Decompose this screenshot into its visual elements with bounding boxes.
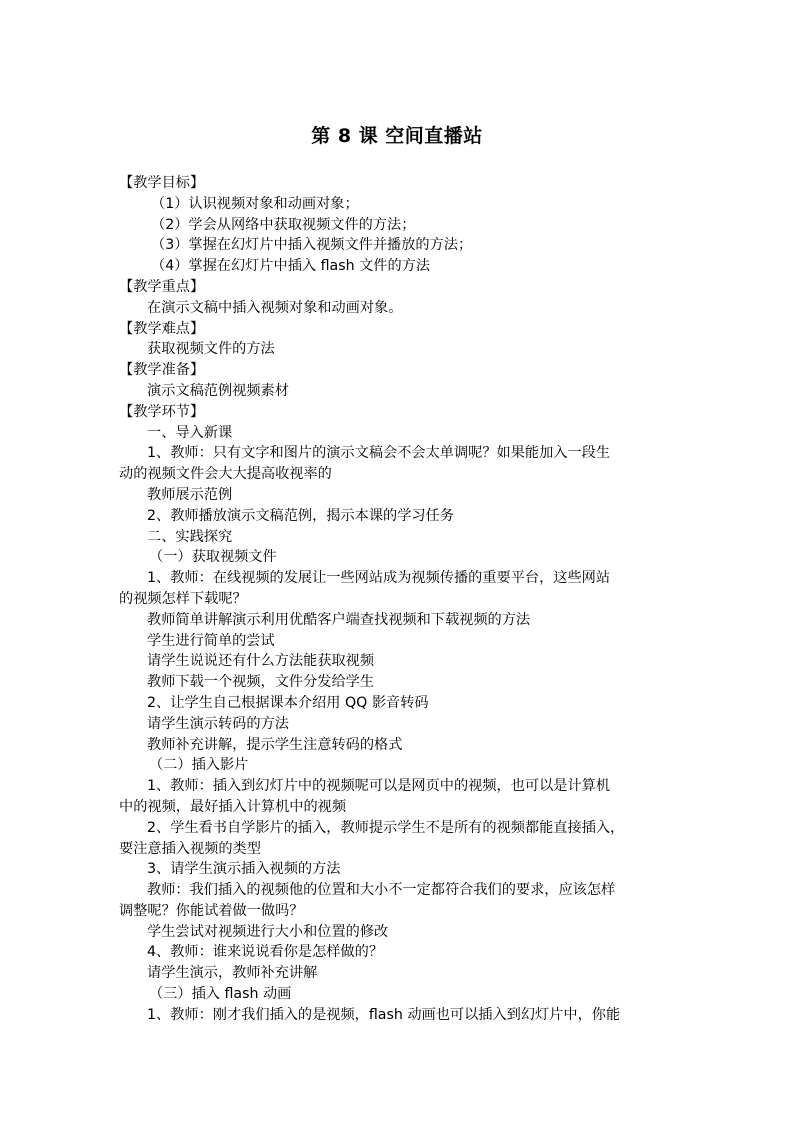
paragraph-line: 教师下载一个视频，文件分发给学生 xyxy=(147,674,375,691)
objective-item: （2）学会从网络中获取视频文件的方法； xyxy=(151,216,416,233)
paragraph-line: 教师：我们插入的视频他的位置和大小不一定都符合我们的要求，应该怎样 xyxy=(147,882,616,899)
paragraph-line: 教师补充讲解，提示学生注意转码的格式 xyxy=(147,736,403,753)
subsection-heading: 二、实践探究 xyxy=(147,528,233,545)
paragraph-line: 请学生演示转码的方法 xyxy=(147,715,289,732)
paragraph-line: 演示文稿范例视频素材 xyxy=(147,382,289,399)
paragraph-line: 1、教师：插入到幻灯片中的视频呢可以是网页中的视频，也可以是计算机 xyxy=(147,778,611,795)
subsection-heading: （三）插入 flash 动画 xyxy=(149,986,292,1003)
paragraph-line: 要注意插入视频的类型 xyxy=(119,840,261,857)
paragraph-line: 3、请学生演示插入视频的方法 xyxy=(147,861,341,878)
paragraph-line: 2、让学生自己根据课本介绍用 QQ 影音转码 xyxy=(147,694,429,711)
paragraph-line: 学生进行简单的尝试 xyxy=(147,632,275,649)
section-heading-preparation: 【教学准备】 xyxy=(119,362,205,379)
paragraph-line: 1、教师：在线视频的发展让一些网站成为视频传播的重要平台，这些网站 xyxy=(147,570,611,587)
paragraph-line: 获取视频文件的方法 xyxy=(147,341,275,358)
paragraph-line: 2、学生看书自学影片的插入，教师提示学生不是所有的视频都能直接插入， xyxy=(147,819,625,836)
paragraph-line: 1、教师：刚才我们插入的是视频，flash 动画也可以插入到幻灯片中，你能 xyxy=(147,1006,621,1023)
subsection-heading: （二）插入影片 xyxy=(149,757,249,774)
paragraph-line: 在演示文稿中插入视频对象和动画对象。 xyxy=(147,299,403,316)
subsection-heading: （一）获取视频文件 xyxy=(149,549,277,566)
section-heading-procedure: 【教学环节】 xyxy=(119,403,205,420)
paragraph-line: 调整呢？你能试着做一做吗？ xyxy=(119,902,304,919)
lesson-title: 第 8 课 空间直播站 xyxy=(311,125,483,147)
section-heading-key-points: 【教学重点】 xyxy=(119,278,205,295)
objective-item: （3）掌握在幻灯片中插入视频文件并播放的方法； xyxy=(151,237,473,254)
paragraph-line: 教师展示范例 xyxy=(147,486,233,503)
paragraph-line: 中的视频，最好插入计算机中的视频 xyxy=(119,798,347,815)
subsection-heading: 一、导入新课 xyxy=(147,424,233,441)
paragraph-line: 2、教师播放演示文稿范例，揭示本课的学习任务 xyxy=(147,507,454,524)
section-heading-difficulties: 【教学难点】 xyxy=(119,320,205,337)
section-heading-objectives: 【教学目标】 xyxy=(119,175,205,191)
paragraph-line: 的视频怎样下载呢？ xyxy=(119,590,247,607)
objective-item: （4）掌握在幻灯片中插入 flash 文件的方法 xyxy=(151,258,431,275)
paragraph-line: 请学生说说还有什么方法能获取视频 xyxy=(147,653,375,670)
paragraph-line: 学生尝试对视频进行大小和位置的修改 xyxy=(147,923,389,940)
paragraph-line: 1、教师：只有文字和图片的演示文稿会不会太单调呢？如果能加入一段生 xyxy=(147,445,611,462)
paragraph-line: 请学生演示，教师补充讲解 xyxy=(147,965,318,982)
paragraph-line: 4、教师：谁来说说看你是怎样做的？ xyxy=(147,944,384,961)
paragraph-line: 动的视频文件会大大提高收视率的 xyxy=(119,466,332,483)
paragraph-line: 教师简单讲解演示利用优酷客户端查找视频和下载视频的方法 xyxy=(147,611,531,628)
objective-item: （1）认识视频对象和动画对象； xyxy=(151,195,359,212)
document-body xyxy=(119,173,679,1026)
